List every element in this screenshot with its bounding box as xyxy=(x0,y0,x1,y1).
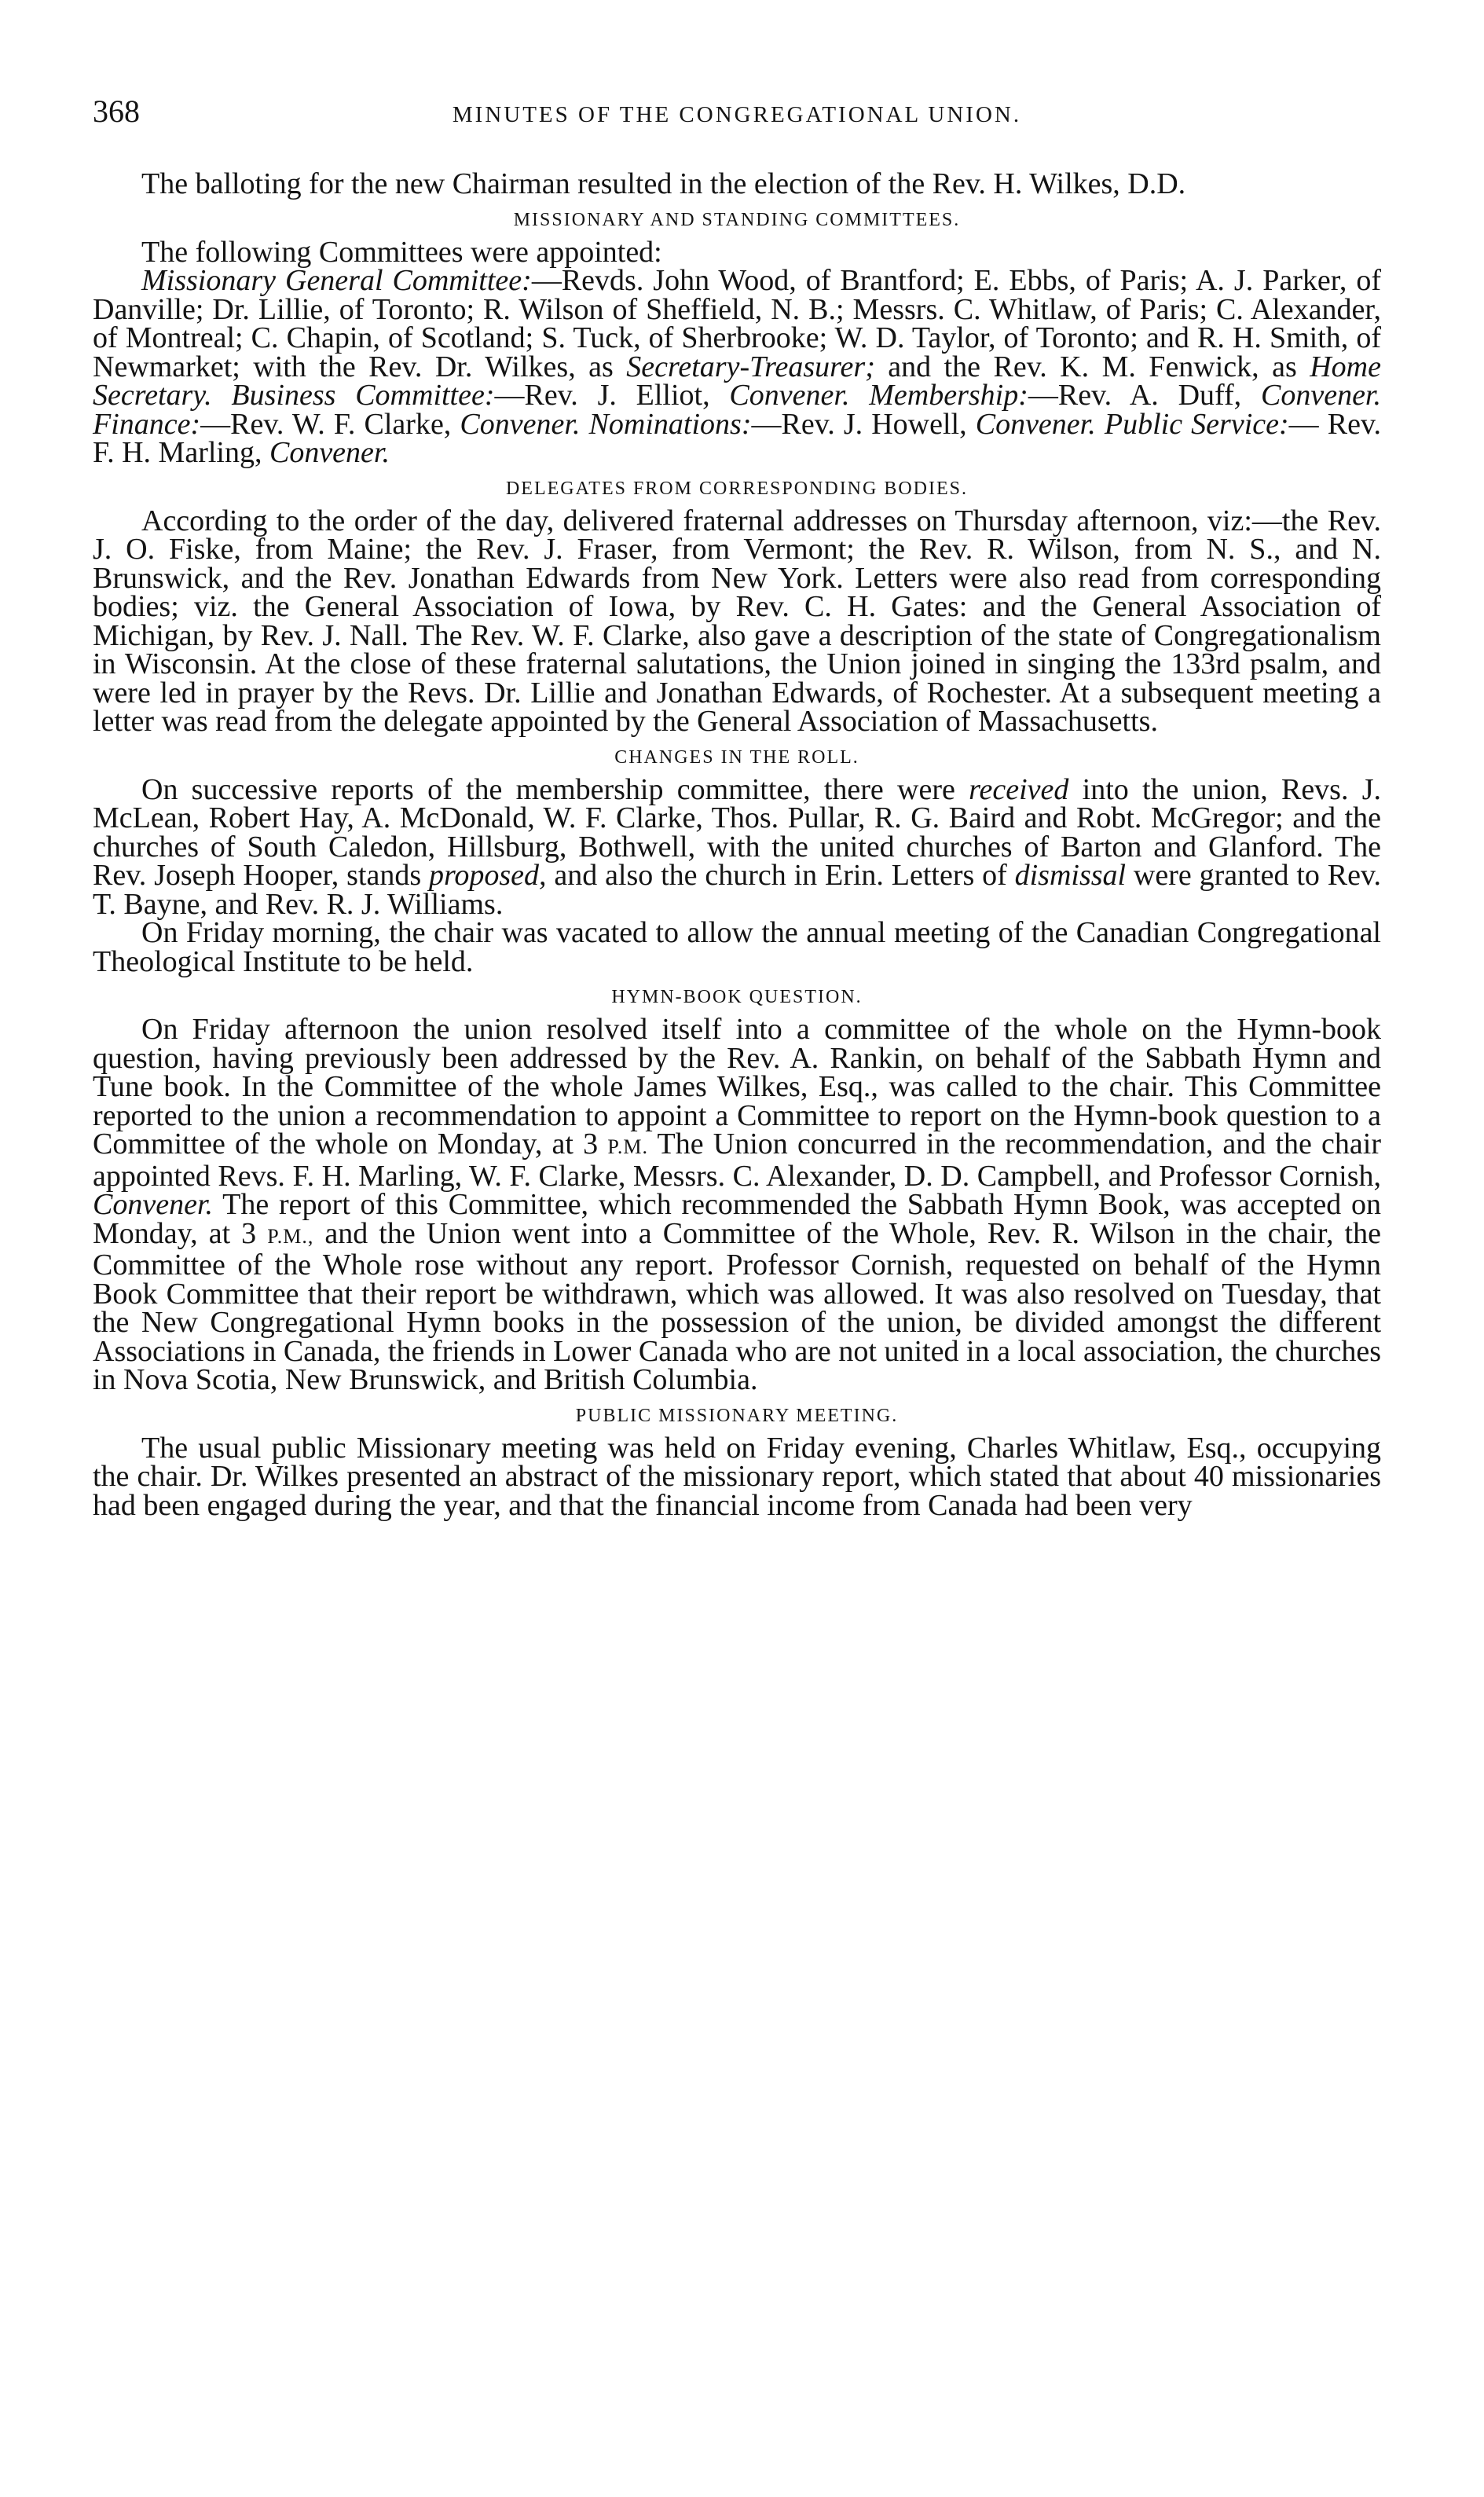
hymn-text-1: On Friday afternoon the union resolved itself into a committee of the whole on the Hymn-book question, having previously been addressed by the Rev. A. Rankin, on behalf of the Sabbath Hymn and Tune book. In the Committee of the whole James Wilkes, Esq., was called to the chair. This Committee reported to the union a recommendation to appoint a Committee to report on the Hymn-book question to a Committee of the whole on Monday, at 3 xyxy=(93,1013,1381,1160)
document-page xyxy=(93,93,1381,1520)
hymn-paragraph xyxy=(93,1015,1381,1395)
committees-paragraph xyxy=(93,266,1381,468)
roll-proposed: proposed, xyxy=(428,859,547,892)
business-text: —Rev. J. Elliot, xyxy=(494,379,730,412)
roll-received: received xyxy=(969,772,1069,806)
roll-text-2: into the union, Revs. J. McLean, Robert Hay, A. McDonald, W. F. Clarke, Thos. Pullar, R. G. Baird and Robt. McGregor; and the churches of South Caledon, Hillsburg, Bothwell, with the united churches of Barton and Glanford. The Rev. Joseph Hooper, stands xyxy=(93,772,1382,892)
delegates-paragraph: According to the order of the day, delivered fraternal addresses on Thursday afternoon, viz:—the Rev. J. O. Fiske, from Maine; the Rev. J. Fraser, from Vermont; the Rev. R. Wilson, from N. S., and N. Brunswick, and the Rev. Jonathan Edwards from New York. Letters were also read from corresponding bodies; viz. the General Association of Iowa, by Rev. C. H. Gates: and the General Association of Michigan, by Rev. J. Nall. The Rev. W. F. Clarke, also gave a description of the state of Congregationalism in Wisconsin. At the close of these fraternal salutations, the Union joined in singing the 133rd psalm, and were led in prayer by the Revs. Dr. Lillie and Jonathan Edwards, of Rochester. At a subsequent meeting a letter was read from the delegate appointed by the General Association of Massachusetts. xyxy=(93,504,1381,738)
missionary-meeting-paragraph: The usual public Missionary meeting was held on Friday evening, Charles Whitlaw, Esq., occupying the chair. Dr. Wilkes presented an abstract of the missionary report, which stated that about 40 missionaries had been engaged during the year, and that the financial income from Canada had been very xyxy=(93,1431,1381,1522)
mgc-text: —Revds. John Wood, of Brantford; E. Ebbs, of Paris; A. J. Parker, of Danville; Dr. Lillie, of Toronto; R. Wilson of Sheffield, N. B.; Messrs. C. Whitlaw, of Paris; C. Alexander, of Montreal; C. Chapin, of Scotland; S. Tuck, of Sherbrooke; W. D. Taylor, of Toronto; and R. H. Smith, of Newmarket; with the Rev. Dr. Wilkes, as xyxy=(93,264,1382,383)
finance-text: —Rev. W. F. Clarke, xyxy=(200,407,460,441)
convener-5: Convener. xyxy=(269,436,390,469)
roll-heading: CHANGES IN THE ROLL. xyxy=(614,746,859,768)
mgc-label: Missionary General Committee: xyxy=(141,264,532,297)
delegates-heading: DELEGATES FROM CORRESPONDING BODIES. xyxy=(505,478,969,499)
nominations-text: —Rev. J. Howell, xyxy=(751,407,976,441)
home-sec: Home Secretary. xyxy=(93,350,1381,412)
intro-paragraph: The balloting for the new Chairman resulted in the election of the Rev. H. Wilkes, D.D. xyxy=(141,167,1186,200)
hymn-pm-2: P.M., xyxy=(267,1224,314,1248)
page-number: 368 xyxy=(93,94,140,129)
convener-2: Convener. xyxy=(1260,379,1382,412)
missionary-meeting-heading: PUBLIC MISSIONARY MEETING. xyxy=(575,1405,899,1426)
friday-paragraph: On Friday morning, the chair was vacated to allow the annual meeting of the Canadian Congregational Theological Institute to be held. xyxy=(93,916,1381,978)
convener-3: Convener. xyxy=(460,407,581,441)
membership-text: —Rev. A. Duff, xyxy=(1028,379,1261,412)
finance-label: Finance: xyxy=(93,407,201,441)
hymn-text-2: The Union concurred in the recommendation, and the chair appointed Revs. F. H. Marling, W. F. Clarke, Messrs. C. Alexander, D. D. Campbell, and Professor Cornish, xyxy=(93,1128,1381,1193)
hymn-heading: HYMN-BOOK QUESTION. xyxy=(611,987,863,1007)
hymn-text-4: and the Union went into a Committee of the Whole, Rev. R. Wilson in the chair, the Committee of the Whole rose without any report. Professor Cornish, requested on behalf of the Hymn Book Committee that their report be withdrawn, which was allowed. It was also resolved on Tuesday, that the New Congregational Hymn books in the possession of the union, be divided amongst the different Associations in Canada, the friends in Lower Canada who are not united in a local association, the churches in Nova Scotia, New Brunswick, and British Columbia. xyxy=(93,1216,1381,1396)
committees-heading: MISSIONARY AND STANDING COMMITTEES. xyxy=(513,209,961,230)
roll-dismissal: dismissal xyxy=(1014,859,1127,892)
business-label: Business Committee: xyxy=(231,379,495,412)
hymn-text-3: The report of this Committee, which recommended the Sabbath Hymn Book, was accepted on Monday, at 3 xyxy=(93,1188,1381,1250)
convener-4: Convener. xyxy=(975,407,1096,441)
convener-1: Convener. xyxy=(729,379,850,412)
sec-treas: Secretary-Treasurer; xyxy=(626,350,875,383)
public-label: Public Service: xyxy=(1104,407,1289,441)
nominations-label: Nominations: xyxy=(588,407,752,441)
roll-text-4: were granted to Rev. T. Bayne, and Rev. R. J. Williams. xyxy=(93,859,1381,921)
running-title: MINUTES OF THE CONGREGATIONAL UNION. xyxy=(452,102,1022,127)
committees-lead: The following Committees were appointed: xyxy=(141,235,662,269)
roll-paragraph xyxy=(93,772,1382,921)
hymn-pm-1: P.M. xyxy=(607,1135,649,1158)
roll-text-1: On successive reports of the membership committee, there were xyxy=(141,772,969,806)
and-fenwick: and the Rev. K. M. Fenwick, as xyxy=(874,350,1310,383)
running-head xyxy=(93,93,1381,140)
public-text: — Rev. F. H. Marling, xyxy=(93,407,1382,469)
roll-text-3: and also the church in Erin. Letters of xyxy=(546,859,1015,892)
membership-label: Membership: xyxy=(869,379,1028,412)
hymn-convener: Convener. xyxy=(93,1188,214,1221)
